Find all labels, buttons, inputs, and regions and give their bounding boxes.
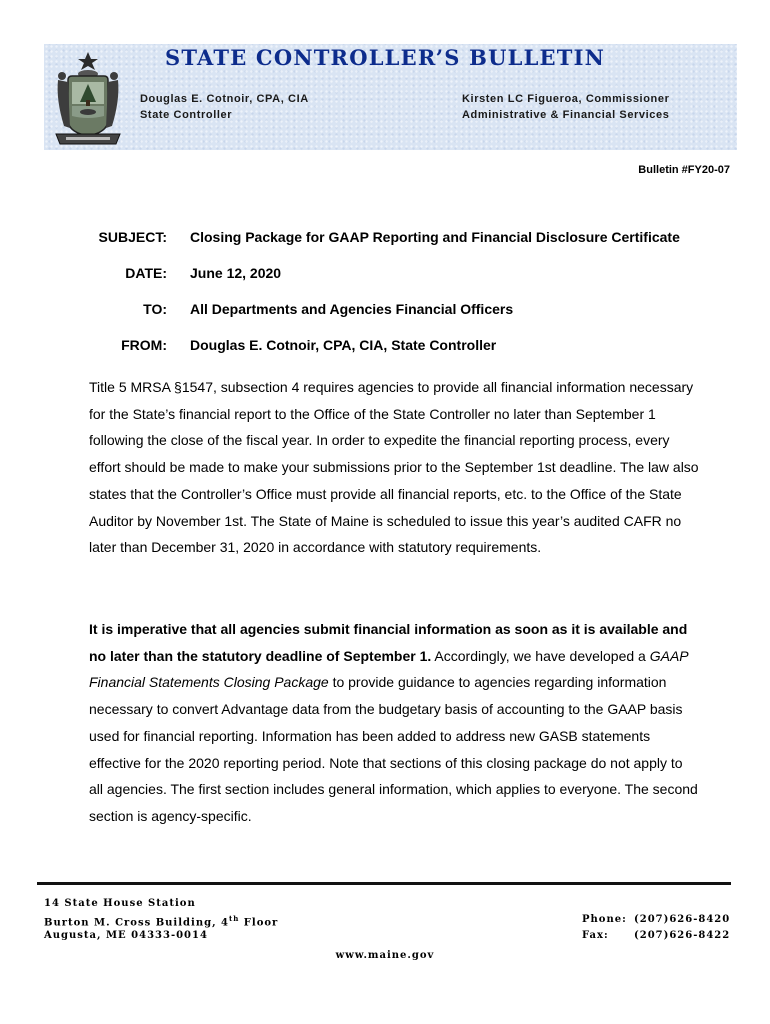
paragraph-2-text-a: Accordingly, we have developed a [431, 647, 650, 664]
date-value: June 12, 2020 [190, 265, 282, 281]
bulletin-number: Bulletin #FY20-07 [638, 164, 730, 176]
subject-label: SUBJECT: [98, 229, 167, 245]
closing-package-title: GAAP Financial Statements Closing Package [89, 647, 689, 691]
address-line-2-floor: Floor [239, 917, 279, 929]
website-link[interactable]: www.maine.gov [335, 950, 435, 961]
subject-value: Closing Package for GAAP Reporting and Financial Disclosure Certificate [190, 229, 680, 245]
footer-address-line-1: 14 State House Station [44, 898, 196, 909]
from-label: FROM: [121, 337, 167, 353]
fax-number: (207)626-8422 [634, 930, 731, 941]
paragraph-2-text-b: to provide guidance to agencies regarding information necessary to convert Advantage data from the budgetary basis of accounting to the GAAP basis used for financial reporting. Information has been added to address new GASB statements effective for the 2020 reporting period. Note that sections of this closing package do not apply to all agencies. The first section includes general information, which applies to everyone. The second section is agency-specific. [89, 674, 698, 824]
to-value: All Departments and Agencies Financial Officers [190, 301, 514, 317]
commissioner-name: Kirsten LC Figueroa, Commissioner [462, 93, 670, 105]
imperative-statement: It is imperative that all agencies submit financial information as soon as it is available and no later than the statutory deadline of September 1. [89, 621, 688, 664]
phone-number: (207)626-8420 [634, 914, 731, 925]
footer-address-line-2 [44, 914, 278, 928]
controller-title: State Controller [140, 109, 233, 121]
phone-label: Phone: [582, 914, 627, 925]
fax-label: Fax: [582, 930, 609, 941]
address-line-2-sup: th [229, 914, 240, 923]
body-paragraph-1: Title 5 MRSA §1547, subsection 4 requires agencies to provide all financial information necessary for the State’s financial report to the Office of the State Controller no later than September 1 following the close of the fiscal year. In order to expedite the financial reporting process, every effort should be made to make your submissions prior to the September 1st deadline. The law also states that the Controller’s Office must provide all financial reports, etc. to the Office of the State Auditor by November 1st. The State of Maine is scheduled to issue this year’s audited CAFR no later than December 31, 2020 in accordance with statutory requirements. [89, 379, 699, 556]
bulletin-title: STATE CONTROLLER’S BULLETIN [165, 45, 605, 70]
commissioner-department: Administrative & Financial Services [462, 109, 670, 121]
address-line-2-text: Burton M. Cross Building, 4 [44, 917, 229, 929]
to-label: TO: [143, 301, 167, 317]
date-label: DATE: [125, 265, 167, 281]
footer-divider [37, 882, 731, 885]
controller-name: Douglas E. Cotnoir, CPA, CIA [140, 93, 309, 105]
from-value: Douglas E. Cotnoir, CPA, CIA, State Controller [190, 337, 497, 353]
body-paragraph-2 [89, 616, 699, 830]
footer-address-line-3: Augusta, ME 04333-0014 [44, 930, 208, 941]
